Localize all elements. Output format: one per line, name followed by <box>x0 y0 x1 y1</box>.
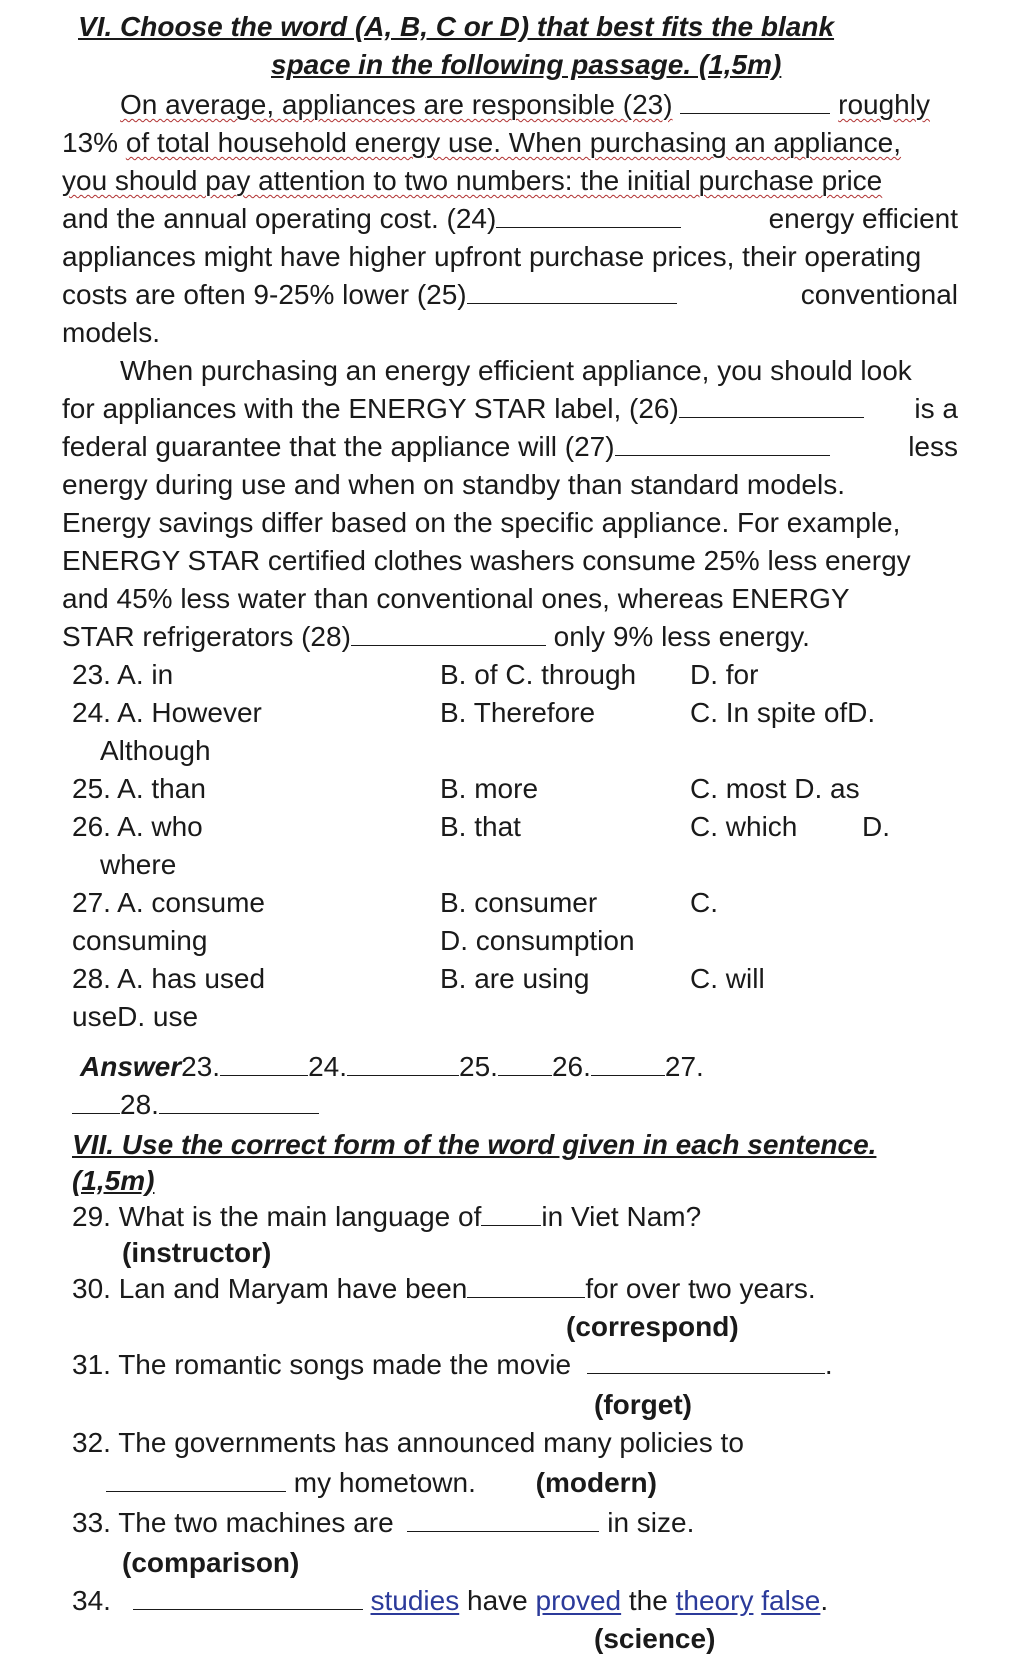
passage-line-12: Energy savings differ based on the specific appliance. For example, <box>62 507 901 538</box>
answer-blank-24 <box>347 1051 459 1076</box>
passage-line-8: When purchasing an energy efficient appliance, you should look <box>120 355 912 386</box>
option-26-d-cont: where <box>100 849 177 880</box>
blank-25 <box>467 279 677 304</box>
passage-text: 13% <box>62 127 119 158</box>
passage-line-6 <box>62 278 958 312</box>
option-26-b: B. that <box>440 811 521 842</box>
option-24-cd: C. In spite ofD. <box>690 697 876 728</box>
question-text: for over two years. <box>585 1273 816 1304</box>
question-34 <box>72 1584 828 1618</box>
passage-text: federal guarantee that the appliance will (27) <box>62 431 615 462</box>
option-27-d: D. consumption <box>440 925 635 956</box>
question-text: have <box>467 1585 528 1616</box>
question-32: 32. The governments has announced many policies to <box>72 1427 744 1458</box>
option-23-d: D. for <box>690 659 759 690</box>
answer-number: 25. <box>459 1051 498 1082</box>
question-33 <box>72 1506 694 1540</box>
passage-line-9 <box>62 392 958 426</box>
question-text: in size. <box>607 1507 695 1538</box>
answer-blank-25 <box>498 1051 552 1076</box>
question-text: my hometown. <box>293 1467 476 1498</box>
linked-word-studies[interactable]: studies <box>370 1585 460 1616</box>
passage-text: energy efficient <box>768 203 958 234</box>
answer-blank-23 <box>220 1051 308 1076</box>
passage-text: for appliances with the ENERGY STAR label, (26) <box>62 393 679 424</box>
answer-label: Answer <box>80 1051 182 1082</box>
word-31: (forget) <box>594 1389 692 1420</box>
passage-text: conventional <box>800 279 958 310</box>
option-25-b: B. more <box>440 773 539 804</box>
option-27-c: C. <box>690 887 718 918</box>
passage-line-13: ENERGY STAR certified clothes washers consume 25% less energy <box>62 545 911 576</box>
blank-33 <box>407 1507 599 1532</box>
passage-text: is a <box>914 393 958 424</box>
section-7-heading-line1: VII. Use the correct form of the word given in each sentence. <box>72 1129 877 1160</box>
question-text: . <box>824 1349 833 1380</box>
blank-27 <box>615 431 830 456</box>
passage-line-2 <box>62 126 901 160</box>
question-text: in Viet Nam? <box>541 1201 702 1232</box>
answer-number: 27. <box>664 1051 704 1082</box>
option-24-b: B. Therefore <box>440 697 596 728</box>
answer-blank-27 <box>72 1089 120 1114</box>
blank-28 <box>351 621 546 646</box>
linked-word-proved[interactable]: proved <box>535 1585 622 1616</box>
question-text: . <box>820 1585 829 1616</box>
answer-number: 26. <box>551 1051 591 1082</box>
blank-34 <box>133 1585 363 1610</box>
passage-line-10 <box>62 430 958 464</box>
answer-line <box>80 1050 704 1084</box>
section-6-heading-line2: space in the following passage. (1,5m) <box>271 49 782 80</box>
question-32-cont <box>106 1466 657 1500</box>
option-27-c-cont: consuming <box>72 925 208 956</box>
option-27-b: B. consumer <box>440 887 598 918</box>
answer-blank-26 <box>591 1051 665 1076</box>
passage-text-group <box>62 430 830 464</box>
section-7-heading-line2: (1,5m) <box>72 1165 155 1196</box>
passage-line-11: energy during use and when on standby than standard models. <box>62 469 845 500</box>
passage-text-group <box>62 202 681 236</box>
option-28-b: B. are using <box>440 963 590 994</box>
blank-26 <box>679 393 864 418</box>
word-29: (instructor) <box>122 1237 272 1268</box>
passage-text-group <box>62 278 677 312</box>
blank-24 <box>496 203 681 228</box>
passage-line-15 <box>62 620 810 654</box>
word-32: (modern) <box>535 1467 657 1498</box>
option-26-a: 26. A. who <box>72 811 203 842</box>
question-31 <box>72 1348 833 1382</box>
question-29 <box>72 1200 701 1234</box>
answer-number: 28. <box>120 1089 159 1120</box>
blank-31 <box>587 1349 825 1374</box>
passage-line-3: you should pay attention to two numbers: the initial purchase price <box>62 165 883 196</box>
option-23-a: 23. A. in <box>72 659 174 690</box>
passage-text: only 9% less energy. <box>553 621 810 652</box>
question-text: the <box>628 1585 668 1616</box>
option-26-c: C. which <box>690 811 798 842</box>
question-30 <box>72 1272 816 1306</box>
word-33: (comparison) <box>122 1547 300 1578</box>
option-27-a: 27. A. consume <box>72 887 266 918</box>
option-28-c-cont: useD. use <box>72 1001 199 1032</box>
answer-number: 23. <box>181 1051 221 1082</box>
answer-number: 24. <box>308 1051 348 1082</box>
blank-29 <box>481 1201 541 1226</box>
passage-text: of total household energy use. When purchasing an appliance, <box>125 127 902 158</box>
section-6-heading-line1: VI. Choose the word (A, B, C or D) that best fits the blank <box>78 11 835 42</box>
word-30: (correspond) <box>566 1311 739 1342</box>
answer-blank-28 <box>159 1089 319 1114</box>
passage-line-14: and 45% less water than conventional ones, whereas ENERGY <box>62 583 850 614</box>
question-text: 33. The two machines are <box>72 1507 394 1538</box>
passage-line-5: appliances might have higher upfront purchase prices, their operating <box>62 241 922 272</box>
question-text: 30. Lan and Maryam have been <box>72 1273 468 1304</box>
option-25-a: 25. A. than <box>72 773 206 804</box>
passage-line-1 <box>120 88 930 122</box>
passage-text: On average, appliances are responsible (23) <box>120 89 673 120</box>
option-28-c: C. will <box>690 963 765 994</box>
option-28-a: 28. A. has used <box>72 963 266 994</box>
blank-30 <box>467 1273 585 1298</box>
passage-text: roughly <box>838 89 930 120</box>
option-24-d-cont: Although <box>100 735 211 766</box>
passage-text-group <box>62 392 864 426</box>
question-number: 34. <box>72 1585 111 1616</box>
passage-text: less <box>908 431 958 462</box>
blank-32 <box>106 1467 286 1492</box>
option-23-bc: B. of C. through <box>440 659 637 690</box>
question-text: 31. The romantic songs made the movie <box>72 1349 572 1380</box>
passage-line-7: models. <box>62 317 161 348</box>
option-25-cd: C. most D. as <box>690 773 860 804</box>
passage-text: costs are often 9-25% lower (25) <box>62 279 467 310</box>
word-34: (science) <box>594 1623 716 1654</box>
question-text: 29. What is the main language of <box>72 1201 482 1232</box>
option-24-a: 24. A. However <box>72 697 262 728</box>
passage-line-4 <box>62 202 958 236</box>
passage-text: STAR refrigerators (28) <box>62 621 351 652</box>
option-26-d: D. <box>862 811 890 842</box>
linked-word-theory[interactable]: theory <box>675 1585 754 1616</box>
passage-text: and the annual operating cost. (24) <box>62 203 497 234</box>
answer-line-cont <box>72 1088 319 1122</box>
blank-23 <box>680 89 830 114</box>
linked-word-false[interactable]: false <box>761 1585 821 1616</box>
